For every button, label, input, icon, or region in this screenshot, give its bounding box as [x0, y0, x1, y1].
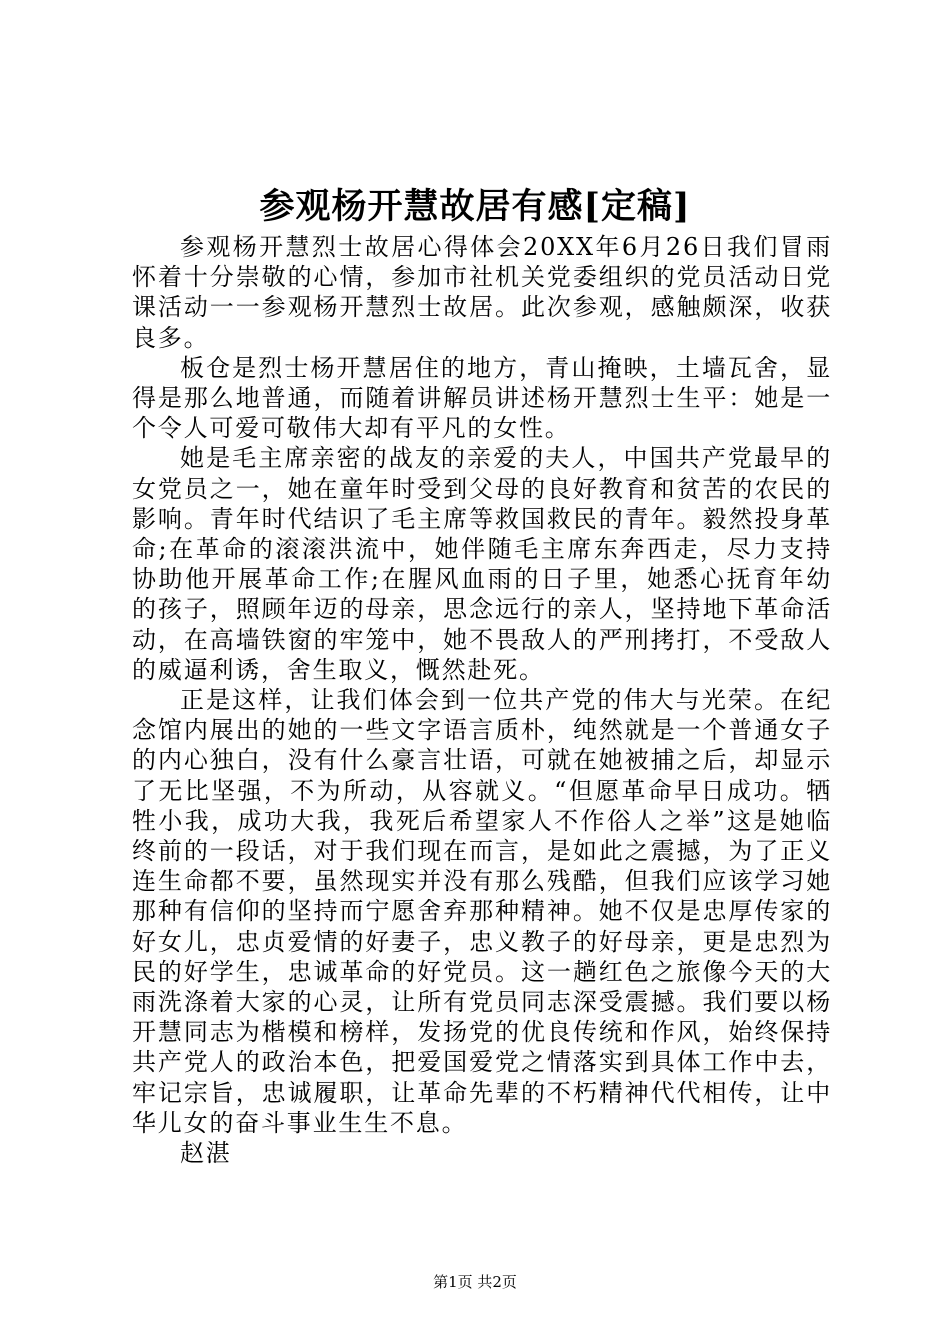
document-title: 参观杨开慧故居有感[定稿] — [259, 186, 691, 227]
page-footer: 第1页 共2页 — [433, 1273, 517, 1291]
paragraph-4: 正是这样，让我们体会到一位共产党的伟大与光荣。在纪念馆内展出的她的一些文字语言质朴，纯然就是一个普通女子的内心独白，没有什么豪言壮语，可就在她被捕之后，却显示了无比坚强，不为所动，从容就义。“但愿革命早日成功。牺牲小我，成功大我，我死后希望家人不作俗人之举”这是她临终前的一段话，对于我们现在而言，是如此之震撼，为了正义连生命都不要，虽然现实并没有那么残酷，但我们应该学习她那种有信仰的坚持而宁愿舍弃那种精神。她不仅是忠厚传家的好女儿，忠贞爱情的好妻子，忠义教子的好母亲，更是忠烈为民的好学生，忠诚革命的好党员。这一趟红色之旅像今天的大雨洗涤着大家的心灵，让所有党员同志深受震撼。我们要以杨开慧同志为楷模和榜样，发扬党的优良传统和作风，始终保持共产党人的政治本色，把爱国爱党之情落实到具体工作中去，牢记宗旨，忠诚履职，让革命先辈的不朽精神代代相传，让中华儿女的奋斗事业生生不息。 — [132, 686, 832, 1137]
paragraph-1: 参观杨开慧烈士故居心得体会20XX年6月26日我们冒雨怀着十分崇敬的心情，参加市社机关党委组织的党员活动日党课活动一一参观杨开慧烈士故居。此次参观，感触颇深，收获良多。 — [132, 233, 832, 352]
paragraph-3: 她是毛主席亲密的战友的亲爱的夫人，中国共产党最早的女党员之一，她在童年时受到父母的良好教育和贫苦的农民的影响。青年时代结识了毛主席等救国救民的青年。毅然投身革命;在革命的滚滚洪流中，她伴随毛主席东奔西走，尽力支持协助他开展革命工作;在腥风血雨的日子里，她悉心抚育年幼的孩子，照顾年迈的母亲，思念远行的亲人，坚持地下革命活动，在高墙铁窗的牢笼中，她不畏敌人的严刑拷打，不受敌人的威逼利诱，舍生取义，慨然赴死。 — [132, 444, 832, 684]
paragraph-2: 板仓是烈士杨开慧居住的地方，青山掩映，土墙瓦舍，显得是那么地普通，而随着讲解员讲述杨开慧烈士生平：她是一个令人可爱可敬伟大却有平凡的女性。 — [132, 353, 832, 443]
author-signature: 赵湛 — [180, 1139, 232, 1168]
document-body — [132, 232, 832, 1168]
